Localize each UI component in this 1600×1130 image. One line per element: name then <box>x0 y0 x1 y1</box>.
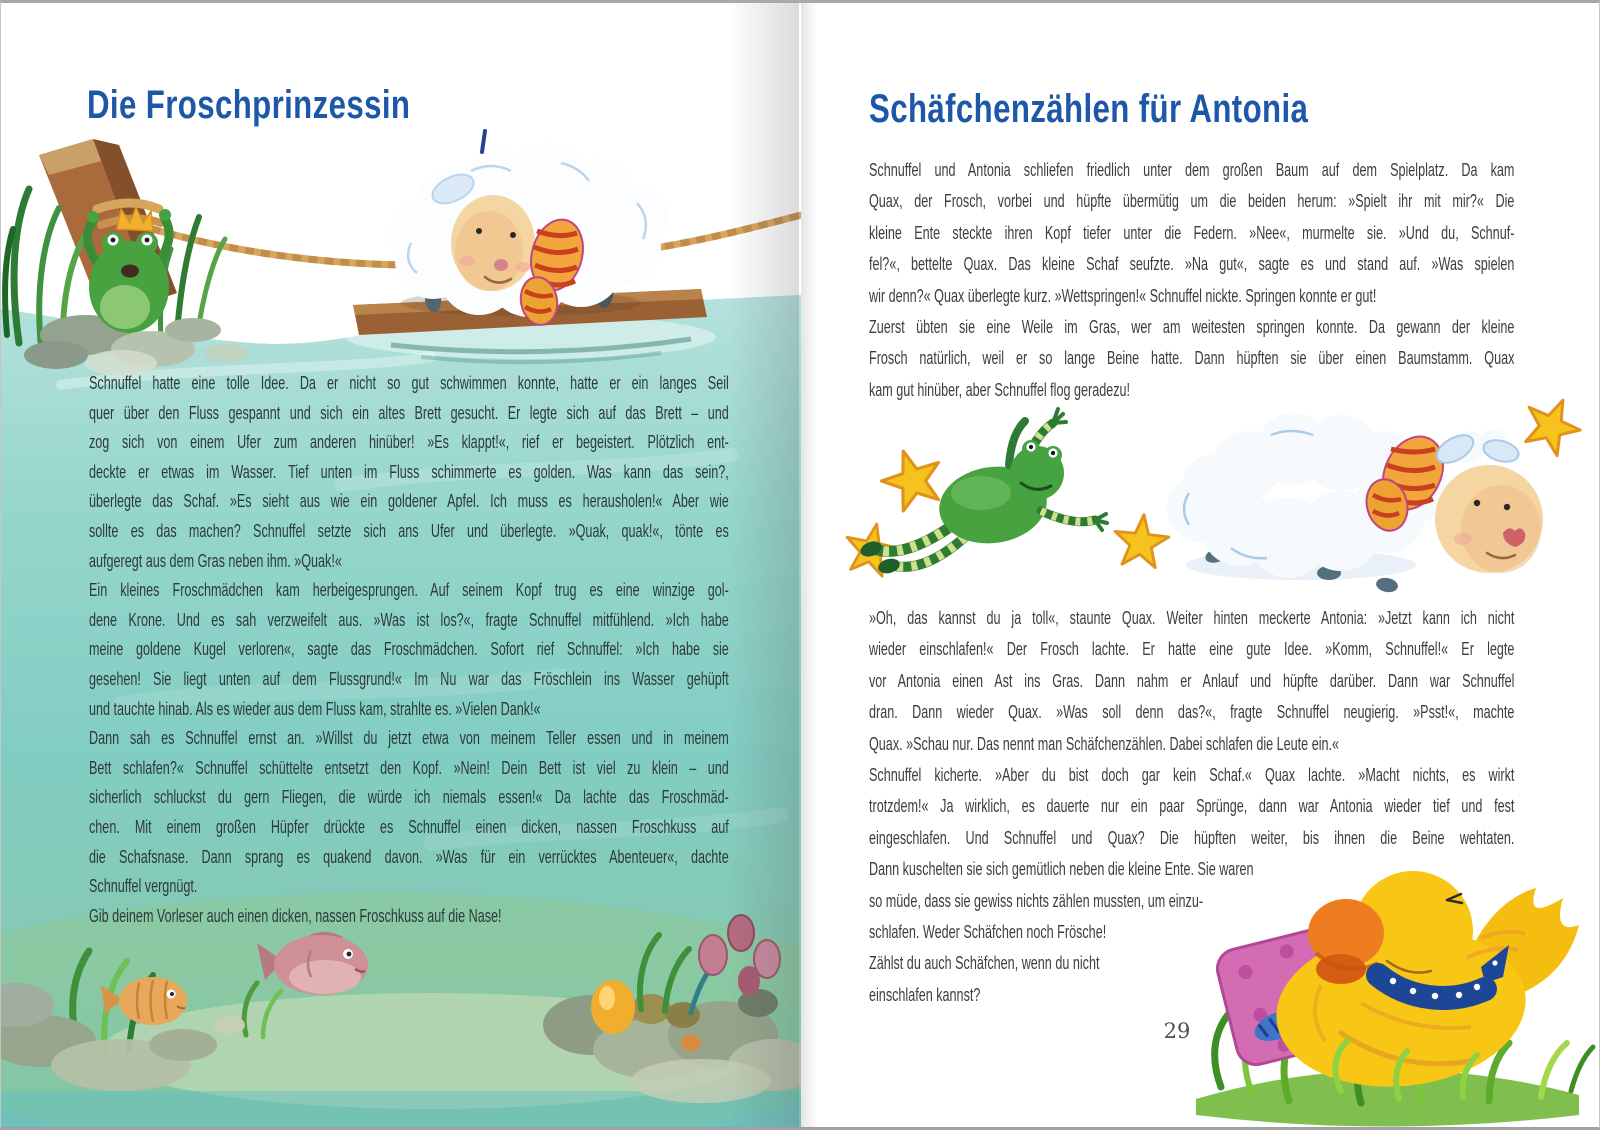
text-line: kam gut hinüber, aber Schnuffel flog geradezu! <box>869 379 1131 400</box>
text-line: die Schafsnase. Dann sprang es quakend davon. »Was für ein verrücktes Abenteuer«, dachte <box>89 846 729 867</box>
text-line: gesehen! Sie liegt unten auf dem Flussgrund!« Im Nu war das Fröschlein ins Wasser gehüpft <box>89 668 729 689</box>
text-line: dran. Dann wieder Quax. »Was soll denn das?«, fragte Schnuffel neugierig. »Psst!«, machte <box>869 702 1515 723</box>
text-line: dene Krone. Und es sah verzweifelt aus. »Was ist los?«, fragte Schnuffel mitfühlend. »Ich habe <box>89 609 729 630</box>
golden-ball-icon <box>591 980 635 1034</box>
text-line: Ein kleines Froschmädchen kam herbeigesprungen. Auf seinem Kopf trug es eine winzige gol- <box>89 580 729 601</box>
text-line: aufgeregt aus dem Gras neben ihm. »Quak!« <box>89 550 342 571</box>
text-line: Dann kuschelten sie sich gemütlich neben die kleine Ente. Sie waren <box>869 859 1254 880</box>
text-line: wir denn?« Quax überlegte kurz. »Wettspringen!« Schnuffel nickte. Springen konnte er gut! <box>869 285 1377 306</box>
text-line: quer über den Fluss gespannt und sich ein altes Brett gesucht. Er legte sich auf das Brett – und <box>89 402 729 423</box>
text-line: überlegte das Schaf. »Es sieht aus wie ein goldener Apfel. Ich muss es herausholen!« Aber wie <box>89 491 729 512</box>
text-line: eingeschlafen. Und Schnuffel und Quax? Die hüpften weiter, bis ihnen die Beine wehtaten. <box>869 827 1515 848</box>
text-line: kleine Ente steckte ihren Kopf tiefer unter die Federn. »Nee«, murmelte sie. »Und du, Schnuf- <box>869 222 1515 243</box>
text-line: Quax. »Schau nur. Das nennt man Schäfchenzählen. Dabei schlafen die Leute ein.« <box>869 733 1340 754</box>
text-line: meine goldene Kugel verloren«, sagte das Froschmädchen. Sofort rief Schnuffel: »Ich habe sie <box>89 639 729 660</box>
text-line: Bett schlafen?« Schnuffel schüttelte entsetzt den Kopf. »Nein! Dein Bett ist viel zu klein – und <box>89 757 729 778</box>
text-line: trotzdem!« Ja wirklich, es dauerte nur ein paar Sprünge, dann war Antonia wieder tief und fest <box>869 796 1515 817</box>
paint-mark <box>482 131 485 152</box>
text-line: Schnuffel hatte eine tolle Idee. Da er nicht so gut schwimmen konnte, hatte er ein langes Seil <box>89 373 729 393</box>
text-line: Zählst du auch Schäfchen, wenn du nicht <box>869 953 1100 974</box>
text-line: und tauchte hinab. Als es wieder aus dem Fluss kam, strahlte es. »Vielen Dank!« <box>89 698 541 719</box>
text-line: Dann sah es Schnuffel ernst an. »Willst du jetzt etwa von meinem Teller essen und in meinem <box>89 728 729 749</box>
text-line: vor Antonia einen Ast ins Gras. Dann nahm er Anlauf und hüpfte darüber. Dann war Schnuffel <box>869 670 1515 691</box>
text-line: zog sich von einem Ufer zum anderen hinüber! »Es klappt!«, rief er begeistert. Plötzlich ent- <box>89 432 729 453</box>
text-line: Quax, der Frosch, vorbei und hüpfte übermütig um die beiden herum: »Spielt ihr mit mir?« Die <box>869 191 1515 212</box>
left-page-title: Die Froschprinzessin <box>87 83 411 127</box>
text-line: so müde, dass sie gewiss nichts zählen mussten, um einzu- <box>869 890 1204 911</box>
text-line: sicherlich schluckst du gern Fliegen, die würde ich niemals essen!« Da lachte das Froschmäd- <box>89 787 729 808</box>
text-line: Zuerst übten sie eine Weile im Gras, wer am weitesten springen konnte. Da gewann der kleine <box>869 317 1515 338</box>
text-line: Schnuffel vergnügt. <box>89 876 198 897</box>
page-number: 29 <box>1163 1019 1191 1043</box>
text-line: chen. Mit einem großen Hüpfer drückte es Schnuffel einen dicken, nassen Froschkuss auf <box>89 816 729 837</box>
text-line: fel?«, bettelte Quax. Das kleine Schaf seufzte. »Na gut«, sagte es und stand auf. »Was spielen <box>869 254 1515 275</box>
right-page-text-top <box>869 155 1514 406</box>
text-line: Frosch natürlich, weil er so lange Beine hatte. Dann hüpften sie über einen Baumstamm. Quax <box>869 348 1515 369</box>
text-line: deckte er etwas im Wasser. Tief unten im Fluss schimmerte es golden. Was kann das sein?, <box>89 461 729 482</box>
right-page-text-bottom <box>869 603 1514 1011</box>
text-line: Schnuffel kicherte. »Aber du bist doch gar kein Schaf.« Quax lachte. »Macht nichts, es wirkt <box>869 765 1515 786</box>
left-page-text <box>89 369 729 931</box>
right-page-title: Schäfchenzählen für Antonia <box>869 87 1309 131</box>
text-line: Schnuffel und Antonia schliefen friedlich unter dem großen Baum auf dem Spielplatz. Da kam <box>869 160 1515 180</box>
text-line: »Oh, das kannst du ja toll«, staunte Quax. Weiter hinten meckerte Antonia: »Jetzt kann ich nicht <box>869 608 1515 628</box>
golden-crown-icon <box>117 207 153 231</box>
text-line: einschlafen kannst? <box>869 984 981 1005</box>
text-line: wieder einschlafen!« Der Frosch lachte. Er hatte eine gute Idee. »Komm, Schnuffel!« Er legte <box>869 639 1515 660</box>
text-line: schlafen. Weder Schäfchen noch Frösche! <box>869 922 1107 943</box>
flying-sheep <box>1167 413 1543 594</box>
leaping-frog <box>858 409 1107 576</box>
star-icon <box>1516 389 1589 460</box>
star-icon <box>875 442 950 515</box>
text-line: Gib deinem Vorleser auch einen dicken, nassen Froschkuss auf die Nase! <box>89 905 502 926</box>
text-line: sollte es das machen? Schnuffel setzte sich ans Ufer und überlegte. »Quak, quak!«, tönte es <box>89 520 729 541</box>
sheep-on-wooden-raft <box>346 143 716 362</box>
star-icon <box>1112 512 1171 569</box>
